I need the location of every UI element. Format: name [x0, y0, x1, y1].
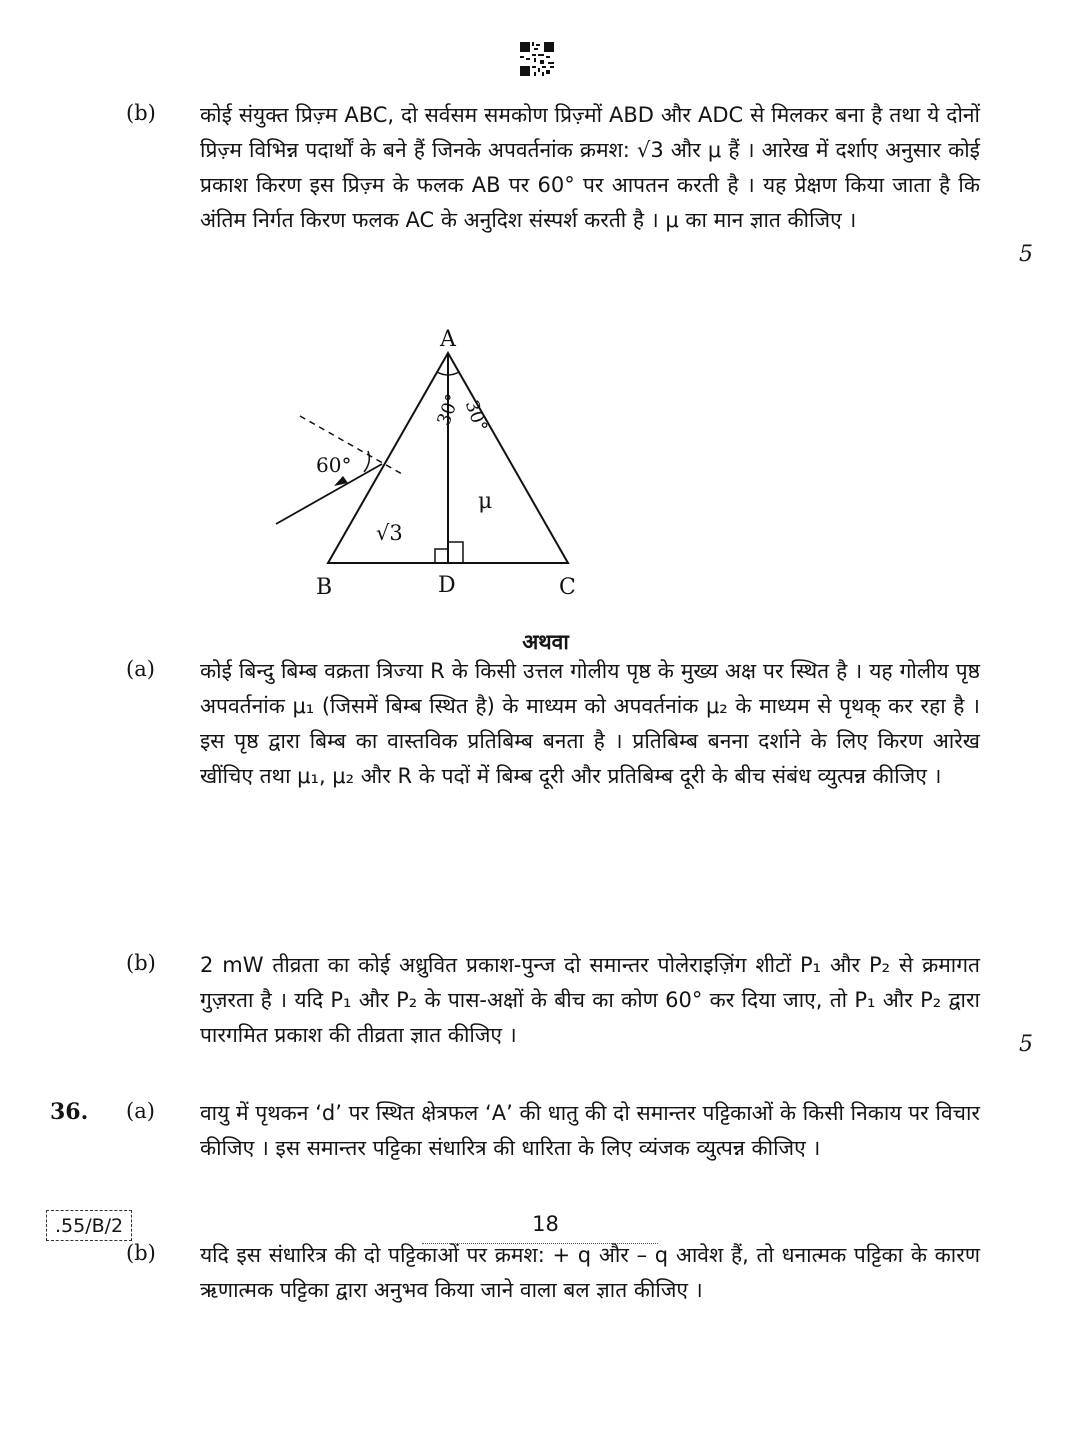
- vertex-c: C: [559, 575, 576, 600]
- part-label: (b): [126, 101, 156, 125]
- qr-code-icon: [520, 42, 554, 76]
- question-text: कोई बिन्दु बिम्ब वक्रता त्रिज्या R के किसी उत्तल गोलीय पृष्ठ के मुख्य अक्ष पर स्थित है । यह गोलीय पृष्ठ अपवर्तनांक μ₁ (जिसमें बिम्ब स्थित है) के माध्यम को अपवर्तनांक μ₂ के माध्यम से पृथक् कर रहा है । इस पृष्ठ द्वारा बिम्ब का वास्तविक प्रतिबिम्ब बनता है । प्रतिबिम्ब बनना दर्शाने के लिए किरण आरेख खींचिए तथा μ₁, μ₂ और R के पदों में बिम्ब दूरी और प्रतिबिम्ब दूरी के बीच संबंध व्युत्पन्न कीजिए ।: [200, 659, 980, 788]
- vertex-d: D: [438, 573, 456, 598]
- question-text: कोई संयुक्त प्रिज़्म ABC, दो सर्वसम समकोण प्रिज़्मों ABD और ADC से मिलकर बना है तथा ये दोनों प्रिज़्म विभिन्न पदार्थों के बने हैं जिनके अपवर्तनांक क्रमश: √3 और μ हैं । आरेख में दर्शाए अनुसार कोई प्रकाश किरण इस प्रिज़्म के फलक AB पर 60° पर आपतन करती है । यह प्रेक्षण किया जाता है कि अंतिम निर्गत किरण फलक AC के अनुदिश संस्पर्श करती है । μ का मान ज्ञात कीजिए ।: [200, 103, 980, 232]
- marks: 5: [1019, 242, 1033, 267]
- part-label: (a): [126, 1099, 155, 1123]
- incidence-angle-arc: [364, 451, 369, 472]
- vertex-b: B: [316, 575, 333, 600]
- page-number: 18: [532, 1212, 559, 1236]
- question-text: 2 mW तीव्रता का कोई अध्रुवित प्रकाश-पुन्ज दो समान्तर पोलेराइज़िंग शीटों P₁ और P₂ से क्रमागत गुज़रता है । यदि P₁ और P₂ के पास-अक्षों के बीच का कोण 60° कर दिया जाए, तो P₁ और P₂ द्वारा पारगमित प्रकाश की तीव्रता ज्ञात कीजिए ।: [200, 953, 980, 1047]
- or-heading: अथवा: [522, 630, 569, 654]
- angle-left-label: 30°: [433, 391, 464, 429]
- question-number: 36.: [50, 1099, 89, 1125]
- footer-divider: [422, 1243, 658, 1244]
- paper-code: .55/B/2: [46, 1210, 132, 1241]
- index-left-label: √3: [376, 521, 403, 545]
- part-label: (b): [126, 951, 156, 975]
- marks: 5: [1019, 1032, 1033, 1057]
- prism-diagram: [260, 320, 600, 610]
- index-right-label: μ: [478, 489, 493, 514]
- angle-right-label: 30°: [460, 397, 492, 435]
- incidence-angle-label: 60°: [316, 453, 352, 477]
- question-text: यदि इस संधारित्र की दो पट्टिकाओं पर क्रमश: + q और – q आवेश हैं, तो धनात्मक पट्टिका के कारण ऋणात्मक पट्टिका द्वारा अनुभव किया जाने वाला बल ज्ञात कीजिए ।: [200, 1243, 980, 1302]
- part-label: (b): [126, 1241, 156, 1265]
- part-label: (a): [126, 657, 155, 681]
- vertex-a: A: [440, 327, 456, 352]
- question-text: वायु में पृथकन ‘d’ पर स्थित क्षेत्रफल ‘A’ की धातु की दो समान्तर पट्टिकाओं के किसी निकाय पर विचार कीजिए । इस समान्तर पट्टिका संधारित्र की धारिता के लिए व्यंजक व्युत्पन्न कीजिए ।: [200, 1101, 980, 1160]
